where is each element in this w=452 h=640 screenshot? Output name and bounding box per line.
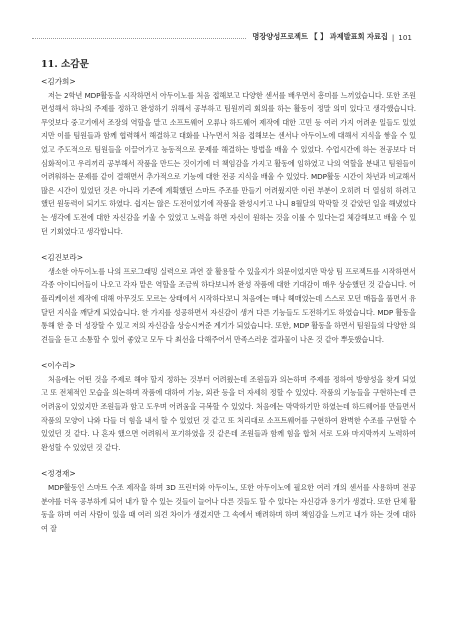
header-title: 명장양성프로젝트 【 】 과제발표회 자료집	[252, 32, 388, 41]
entry-text: 생소한 아두이노를 나의 프로그래밍 실력으로 과연 잘 활용할 수 있을지가 의문이었지만 막상 팀 프로젝트를 시작하면서 각종 아이디어들이 나오고 각자 맡은 역할을 조금씩 하다보니까 완성 작품에 대한 기대감이 매우 상승했던 것 같습니다. 어플리케이션 제작에 대해 아무것도 모르는 상태에서 시작하다보니 처음에는 매나 헤매었는데 스스로 모던 매듭을 풀면서 유달던 지식을 깨닫게 되었습니다. 한 가지를 성공하면서 자신감이 생겨 다른 기능들도 도전하기도 하였습니다. MDP 활동을 통해 한 층 더 성장할 수 있고 저의 자신감을 상승시켜준 계기가 되었습니다. 또한, MDP 활동을 하면서 팀원들의 다양한 의견들을 듣고 소통할 수 있어 좋았고 모두 다 최선을 다해주어서 만족스러운 결과물이 나온 것 같아 뿌듯했습니다.	[41, 266, 416, 344]
entry-text: 처음에는 어떤 것을 주제로 해야 할지 정하는 것부터 어려웠는데 조원들과 의논하며 주제를 정하여 방향성을 찾게 되었고 또 전체적인 모습을 의논하며 작품에 대하여 기능, 외관 등을 더 자세히 정할 수 있었다. 작품의 기능들을 구현하는데 큰 어려움이 있었지만 조원들과 함고 도우며 어려움을 극복할 수 있었다. 처음에는 막막하기만 하였는데 하드웨어를 만들면서 작품의 모양이 나와 다들 더 힘을 내서 할 수 있었던 것 같고 또 처리대로 소프트웨어를 구현하여 완벽한 수조를 구현할 수 있었던 것 같다. 나 혼자 했으면 어려워서 포기하였을 것 같은데 조원들과 함께 힘을 합쳐 서로 도와 마지막까지 노력하여 완성할 수 있었던 것 같다.	[41, 374, 416, 452]
entry-block	[41, 359, 416, 454]
header-separator: |	[391, 32, 395, 42]
entry-block	[41, 467, 416, 535]
entry-block	[41, 251, 416, 346]
header-dotted-rule	[32, 38, 246, 39]
main-content	[41, 56, 416, 548]
page-header	[32, 30, 412, 44]
entry-author: <김진보라>	[41, 253, 84, 263]
section-title: 11. 소감문	[41, 59, 89, 70]
entry-author: <김가희>	[41, 77, 76, 86]
entry-text: 저는 2학년 MDP활동을 시작하면서 아두이노를 처음 접해보고 다양한 센서를 배우면서 흥미를 느끼었습니다. 또한 조원 편성해서 하나의 주제를 정하고 완성하기 위해서 공부하고 팀원끼리 회의를 하는 활동이 정말 의미 있다고 생각했습니다. 무엇보다 중고기에서 조장의 역할을 맡고 소프트웨어 오류나 하드웨어 제작에 대한 고민 등 여러 가지 어려운 일들도 있었지만 이를 팀원들과 함께 협력해서 해결하고 대화를 나누면서 처음 접해보는 센서나 아두이노에 대해서 지식을 쌓을 수 있었고 주도적으로 팀원들을 이끌어가고 능동적으로 문제를 해결하는 방법을 배울 수 있었다. 수업시간에 하는 전공보다 더 심화적이고 우리끼리 공부해서 작품을 만드는 것이기에 더 책임감을 가지고 활동에 임하였고 나의 역할을 분내고 팀원들이 어려워하는 문제를 같이 결해면서 추가적으로 기능에 대한 전공 지식을 배울 수 있었다. MDP활동 시간이 차년과 비교해서 많은 시간이 있었던 것은 아니라 기존에 계획했던 스마트 주조를 만들기 어려웠지만 이런 부분이 오히려 더 열심히 하려고 했던 원동력이 되기도 하였다. 쉽지는 않은 도전이었기에 작품을 완성시키고 나니 8월달의 막막할 것 같았던 일을 해냈었다는 생각에 도전에 대한 자신감을 키울 수 있었고 노력을 하면 자신이 원하는 것을 이룰 수 있다는걸 체감해보고 배울 수 있던 기회였다고 생각합니다.	[41, 90, 416, 236]
entry-author: <정경재>	[41, 469, 76, 479]
entry-author: <이수리>	[41, 361, 76, 371]
page-number: 101	[398, 32, 412, 42]
entry-text: MDP활동인 스마트 수조 제작을 하며 3D 프린터와 아두이노, 또한 아두이노에 필요한 여러 개의 센서를 사용하며 전공 분야를 더욱 공부하게 되어 내가 할 수 있는 것들이 늘어나 다른 것들도 할 수 있다는 자신감과 용기가 생겼다. 또한 단체 활동을 하며 여러 사람이 있을 때 여러 의견 차이가 생겼지만 그 속에서 배려하며 하며 책임감을 느끼고 내가 하는 것에 대하여 잘	[41, 483, 416, 533]
entry-block	[41, 75, 416, 238]
